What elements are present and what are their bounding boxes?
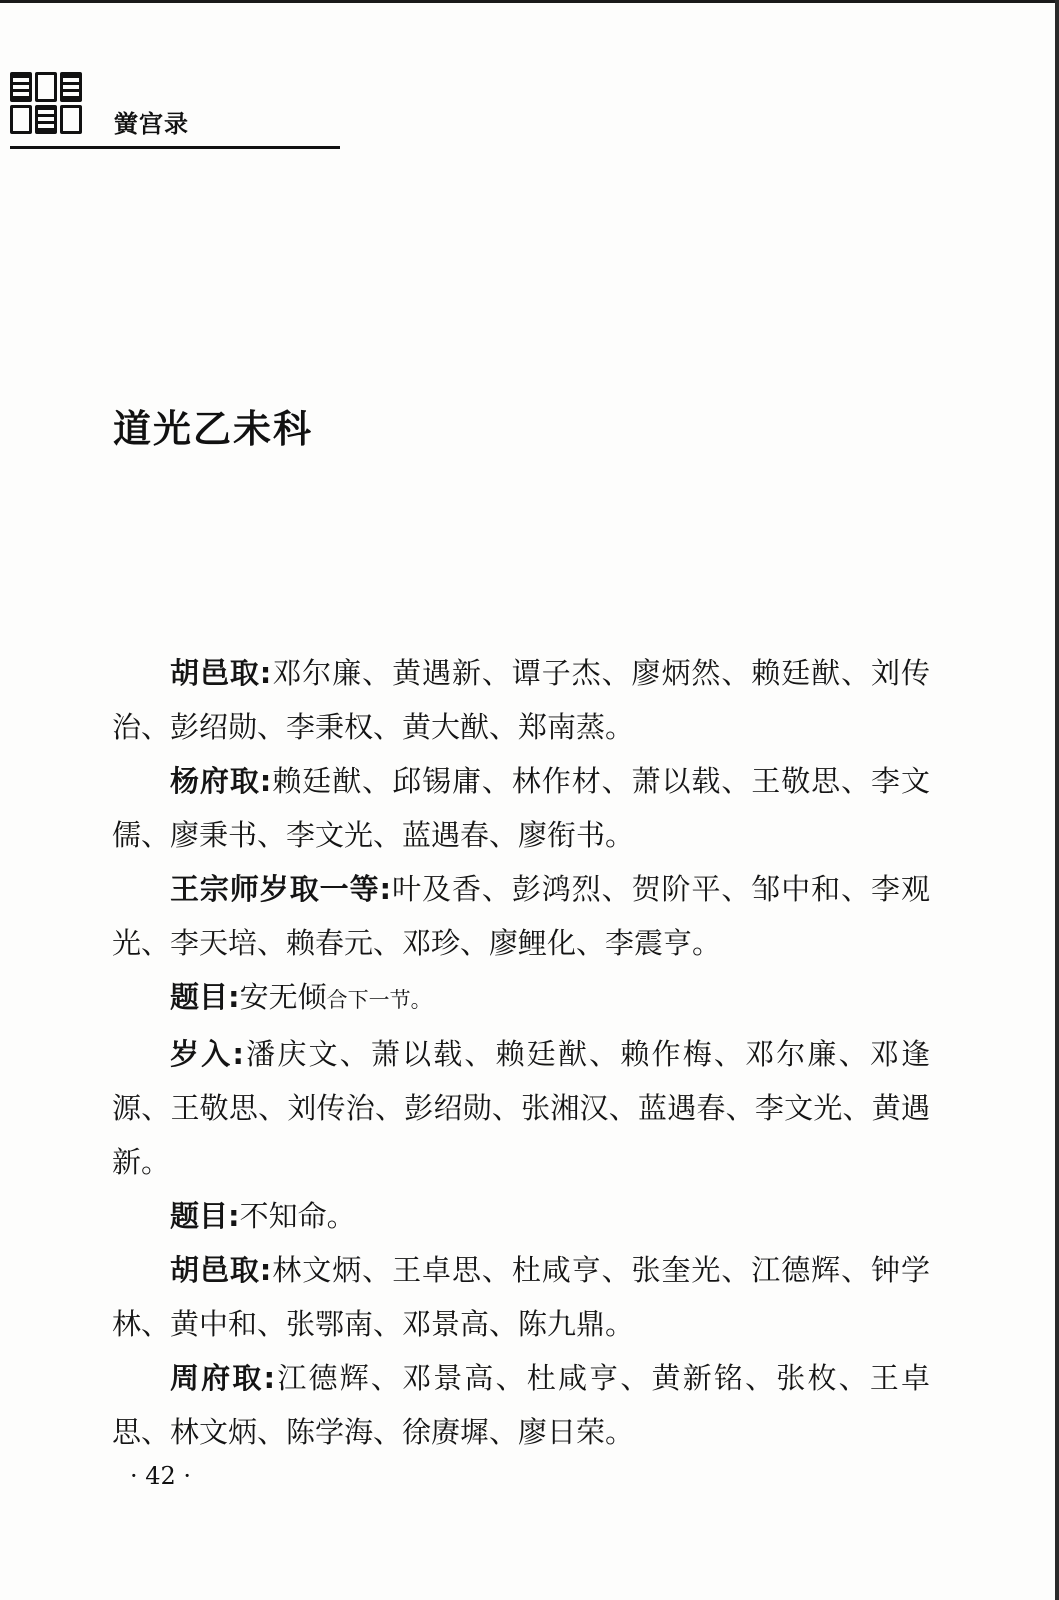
paragraph-text: 林文炳、王卓思、杜咸亨、张奎光、江德辉、钟学林、黄中和、张鄂南、邓景高、陈九鼎。 [112,1253,930,1341]
paragraph-text: 江德辉、邓景高、杜咸亨、黄新铭、张枚、王卓思、林文炳、陈学海、徐赓墀、廖日荣。 [112,1361,930,1449]
seal-glyph-part [35,105,57,135]
paragraph-label: 胡邑取: [170,1253,272,1287]
paragraph-label: 胡邑取: [170,656,272,690]
seal-logo-icon [10,72,82,134]
seal-glyph-part [10,105,32,135]
paragraph-text: 叶及香、彭鸿烈、贺阶平、邹中和、李观光、李天培、赖春元、邓珍、廖鲤化、李震亨。 [112,872,930,960]
paragraph-text: 邓尔廉、黄遇新、谭子杰、廖炳然、赖廷猷、刘传治、彭绍勋、李秉权、黄大猷、郑南蒸。 [112,656,930,744]
section-2 [112,1243,930,1459]
seal-glyph-part [10,72,32,102]
paragraph-label: 题目: [170,1199,240,1233]
paragraph-note: 合下一节。 [326,988,432,1012]
header-rule [10,146,340,149]
page-right-edge [1055,0,1059,1600]
seal-glyph-part [60,105,82,135]
page-number: · 42 · [130,1462,192,1490]
paragraph [112,1189,930,1243]
seal-glyph-part [35,72,57,102]
paragraph [112,1243,930,1351]
paragraph [112,1351,930,1459]
chapter-title: 道光乙未科 [113,407,314,451]
paragraph-label: 周府取: [170,1361,276,1395]
section-1 [112,646,930,1243]
paragraph-text: 赖廷猷、邱锡庸、林作材、萧以载、王敬思、李文儒、廖秉书、李文光、蓝遇春、廖衔书。 [112,764,930,852]
paragraph-label: 杨府取: [170,764,272,798]
paragraph [112,862,930,970]
paragraph [112,646,930,754]
paragraph-text: 不知命。 [239,1199,356,1233]
paragraph-label: 王宗师岁取一等: [170,872,392,906]
paragraph [112,1027,930,1189]
paragraph [112,970,930,1027]
paragraph [112,754,930,862]
seal-glyph-part [60,72,82,102]
paragraph-label: 题目: [170,980,240,1014]
paragraph-text: 潘庆文、萧以载、赖廷猷、赖作梅、邓尔廉、邓逢源、王敬思、刘传治、彭绍勋、张湘汉、蓝遇春、李文光、黄遇新。 [112,1037,930,1179]
paragraph-label: 岁入: [170,1037,244,1071]
page-top-edge [0,0,1059,3]
paragraph-text: 安无倾 [239,980,327,1014]
running-title: 黉宫录 [114,110,189,138]
